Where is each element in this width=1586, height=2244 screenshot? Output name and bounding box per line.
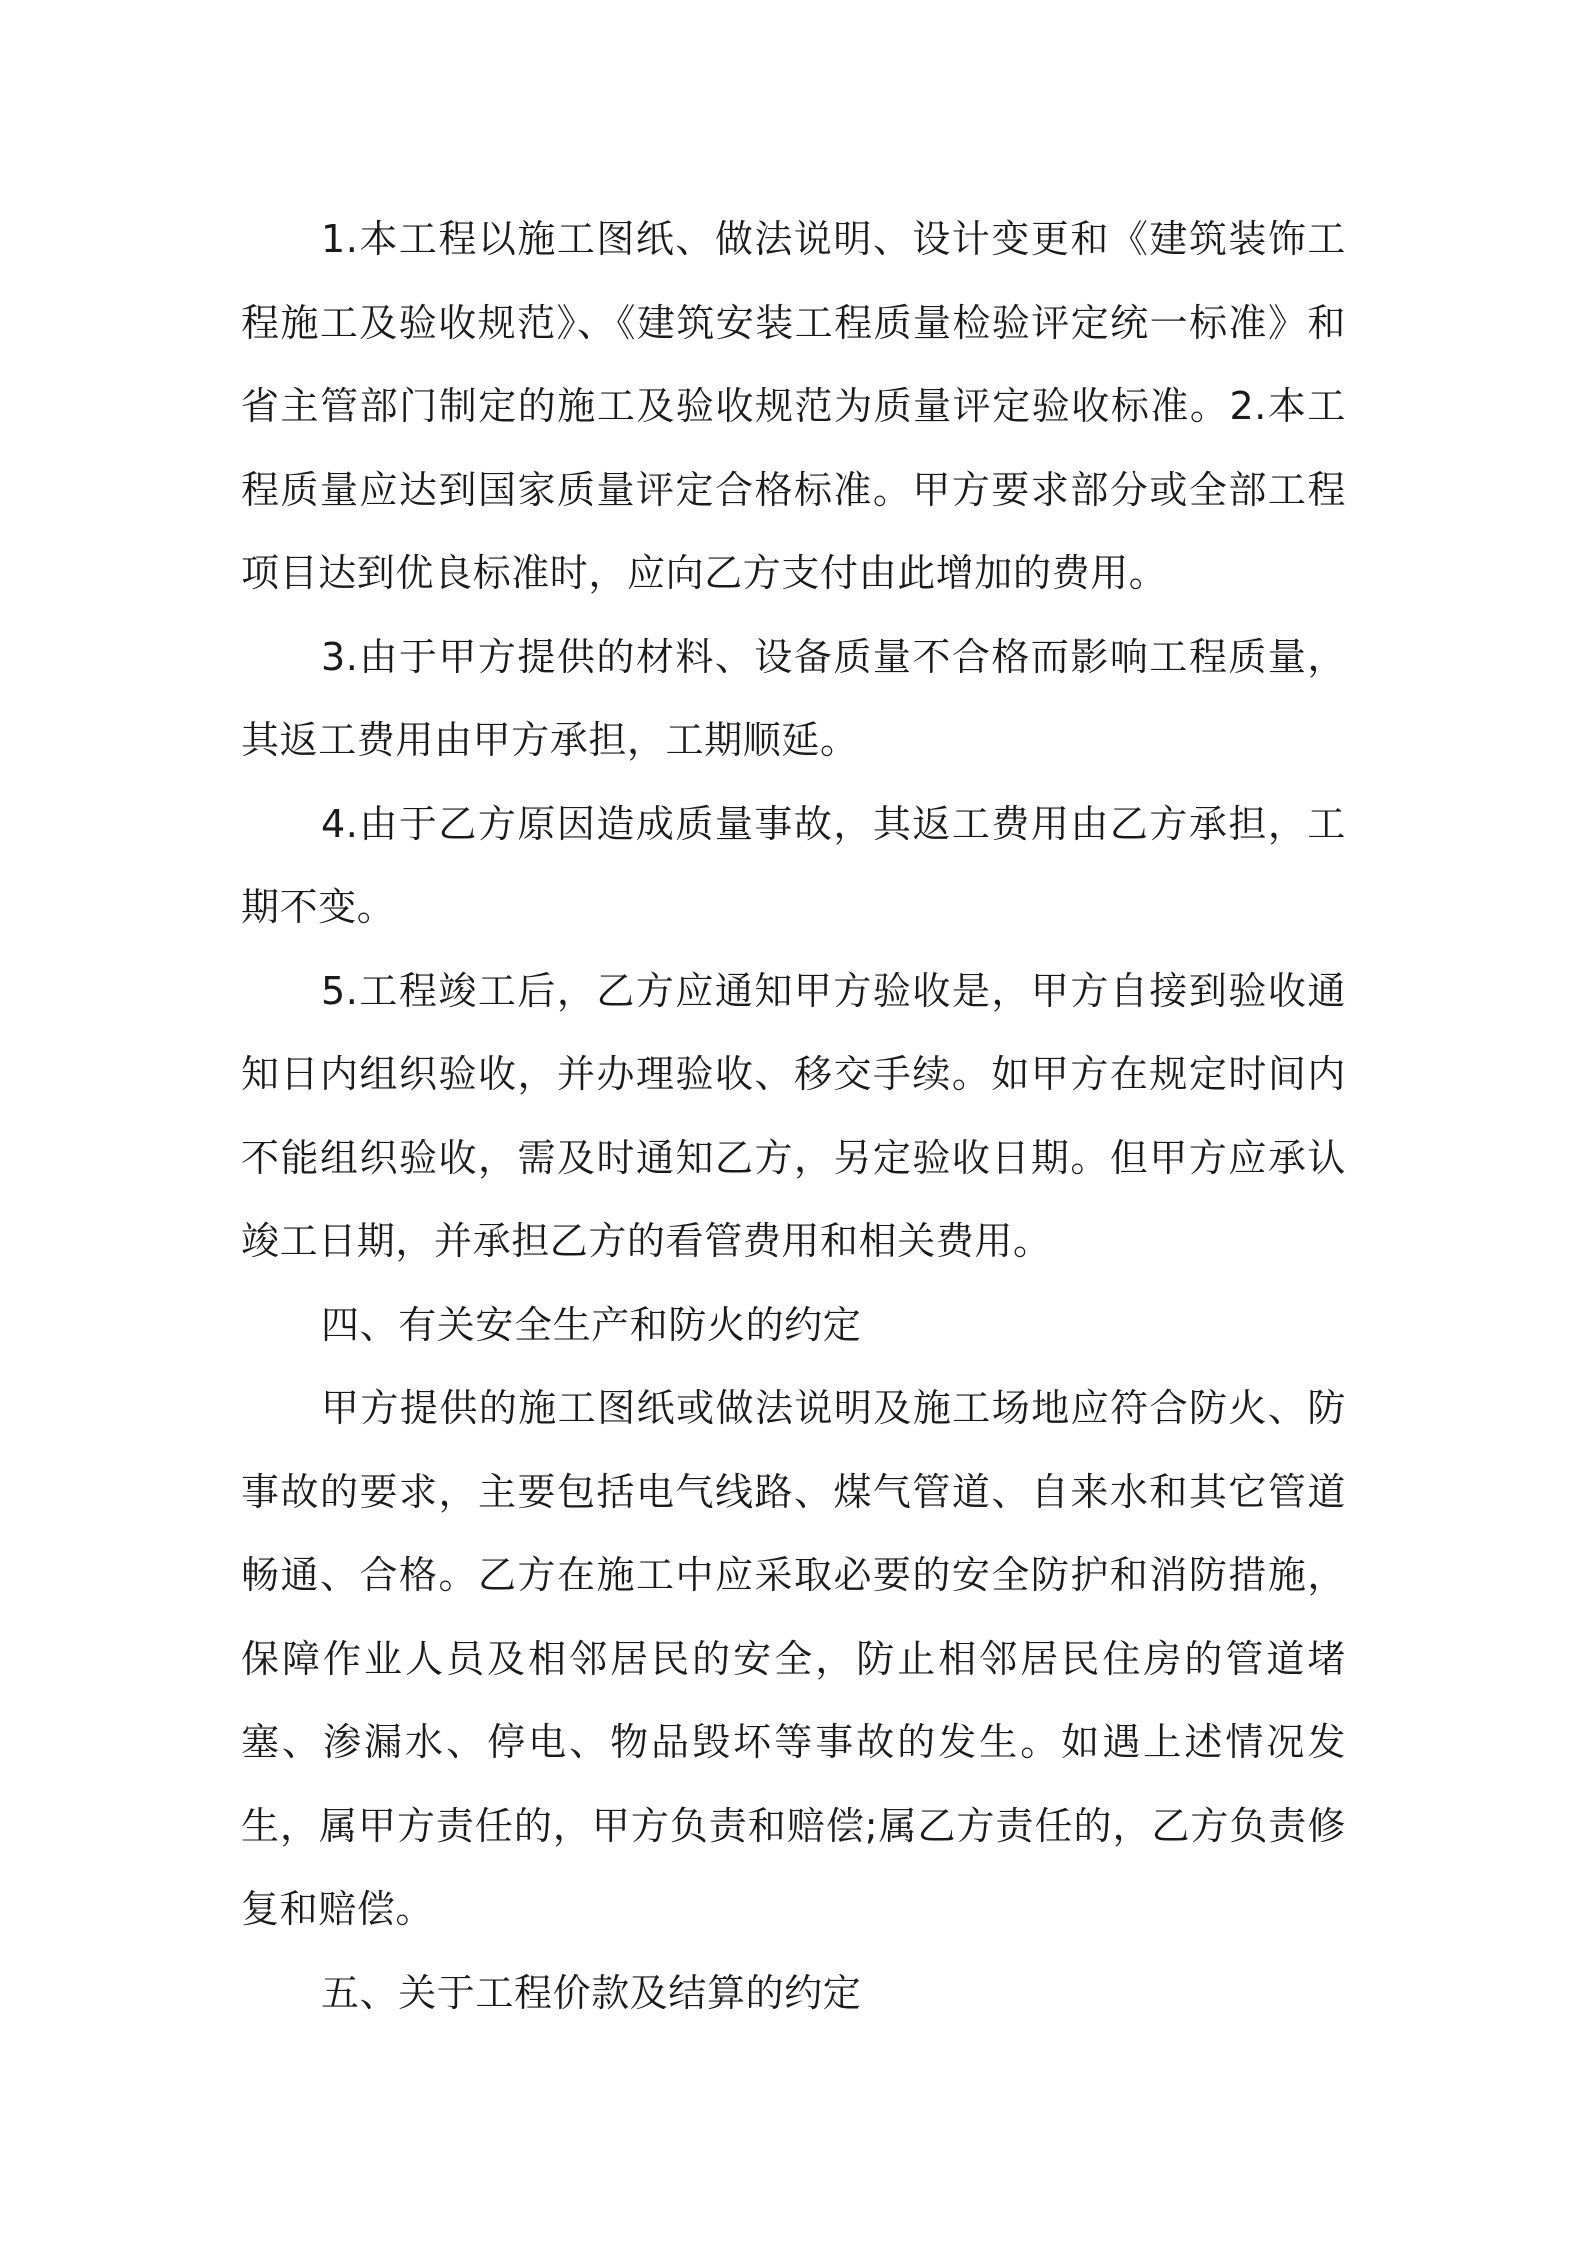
paragraph-completion-acceptance: 5.工程竣工后，乙方应通知甲方验收是，甲方自接到验收通知日内组织验收，并办理验收、移交手续。如甲方在规定时间内不能组织验收，需及时通知乙方，另定验收日期。但甲方应承认竣工日期，并承担乙方的看管费用和相关费用。 (241, 968, 1346, 1263)
document-body (241, 198, 1346, 2035)
section-heading-safety: 四、有关安全生产和防火的约定 (321, 1302, 862, 1347)
section-heading-payment: 五、关于工程价款及结算的约定 (321, 1970, 862, 2015)
paragraph-quality-accident: 4.由于乙方原因造成质量事故，其返工费用由乙方承担，工期不变。 (241, 801, 1346, 929)
paragraph-material-defects: 3.由于甲方提供的材料、设备质量不合格而影响工程质量，其返工费用由甲方承担，工期顺延。 (241, 634, 1346, 762)
paragraph-safety-fire: 甲方提供的施工图纸或做法说明及施工场地应符合防火、防事故的要求，主要包括电气线路、煤气管道、自来水和其它管道畅通、合格。乙方在施工中应采取必要的安全防护和消防措施，保障作业人员及相邻居民的安全，防止相邻居民住房的管道堵塞、渗漏水、停电、物品毁坏等事故的发生。如遇上述情况发生，属甲方责任的，甲方负责和赔偿;属乙方责任的，乙方负责修复和赔偿。 (241, 1386, 1346, 1931)
paragraph-quality-standards: 1.本工程以施工图纸、做法说明、设计变更和《建筑装饰工程施工及验收规范》、《建筑安装工程质量检验评定统一标准》和省主管部门制定的施工及验收规范为质量评定验收标准。2.本工程质量应达到国家质量评定合格标准。甲方要求部分或全部工程项目达到优良标准时，应向乙方支付由此增加的费用。 (241, 217, 1346, 595)
